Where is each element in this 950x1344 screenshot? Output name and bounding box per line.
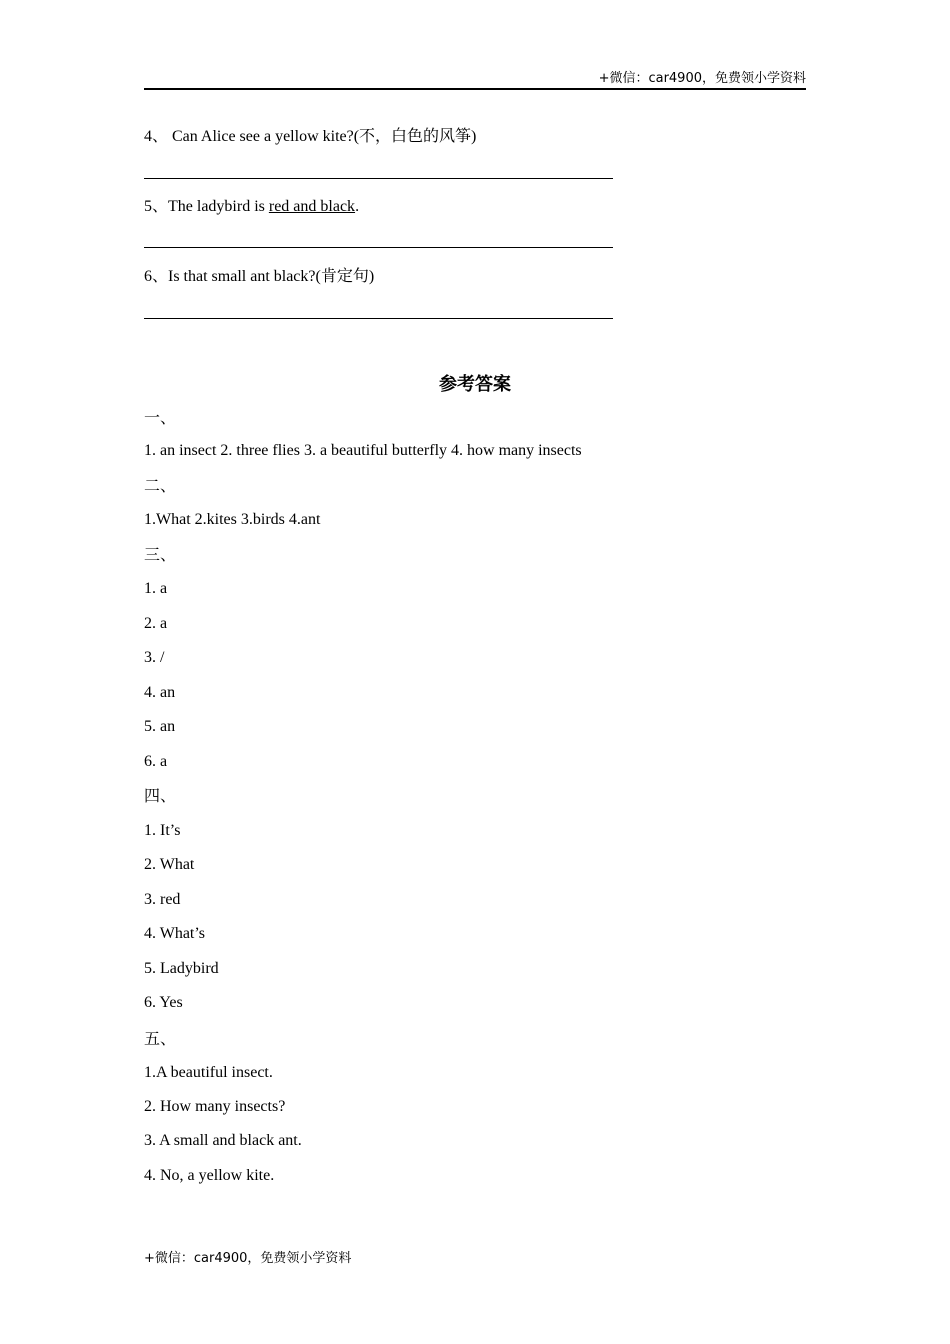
answer-line: 1. It’s [144,822,181,839]
answer-line: 1.A beautiful insect. [144,1064,273,1081]
answer-line: 4. No, a yellow kite. [144,1167,275,1184]
answer-line: 1. an insect 2. three flies 3. a beautiful butterfly 4. how many insects [144,442,582,459]
answer-line: 一、 [144,410,177,427]
answer-line: 2. a [144,615,168,632]
answer-line: 5. an [144,718,176,735]
answer-line: 1. a [144,580,168,597]
page-header [144,66,806,90]
answer-line: 3. red [144,891,181,908]
question-5 [144,197,359,217]
answer-line: 1.What 2.kites 3.birds 4.ant [144,511,321,528]
page-footer: +微信：car4900，免费领小学资料 [144,1251,352,1266]
answer-blank-4 [144,178,613,179]
answer-line: 三、 [144,547,177,564]
answer-line: 2. What [144,856,195,873]
answer-line: 3. / [144,649,165,666]
answer-line: 五、 [144,1031,177,1048]
question-5-underlined: red and black [268,198,356,215]
answer-line: 5. Ladybird [144,960,219,977]
question-4: 4、 Can Alice see a yellow kite?(不，白色的风筝) [144,128,477,145]
answer-blank-6 [144,318,613,319]
header-text: +微信：car4900，免费领小学资料 [598,71,806,86]
question-5-prefix: 5、The ladybird is [144,198,269,215]
answer-line: 四、 [144,788,177,805]
answer-line: 2. How many insects? [144,1098,286,1115]
answer-line: 4. an [144,684,176,701]
question-6: 6、Is that small ant black?(肯定句) [144,268,375,285]
question-5-suffix: . [355,198,360,215]
answer-blank-5 [144,247,613,248]
answer-line: 6. a [144,753,168,770]
answer-line: 6. Yes [144,994,183,1011]
answer-line: 二、 [144,478,177,495]
answer-line: 4. What’s [144,925,206,942]
answers-title: 参考答案 [439,374,511,395]
answer-line: 3. A small and black ant. [144,1132,302,1149]
